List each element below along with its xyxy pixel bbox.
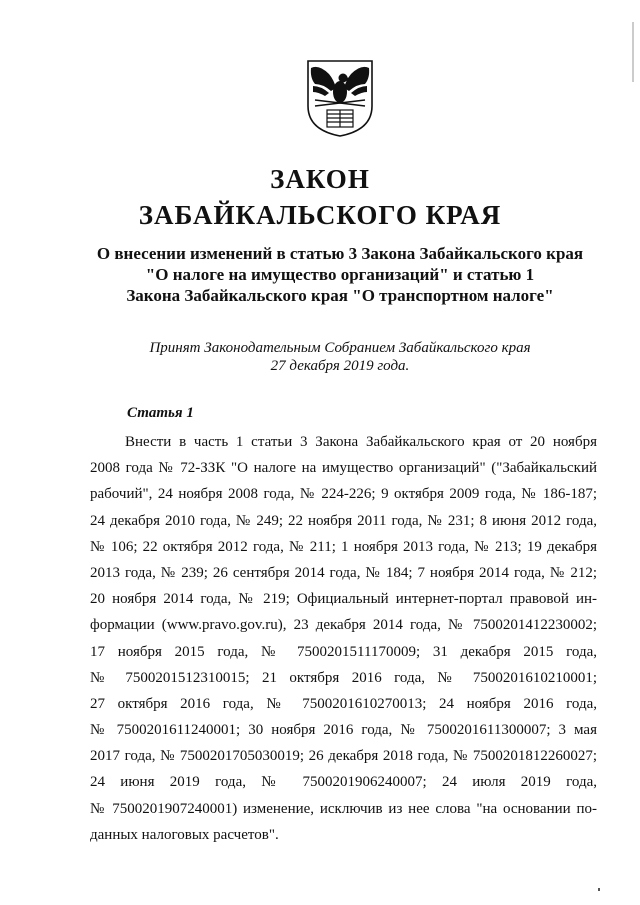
- body-line: 27 октября 2016 года, № 7500201610270013; 24 ноября 2016 года,: [90, 695, 597, 712]
- adoption-date: 27 декабря 2019 года.: [270, 358, 410, 374]
- body-line: 24 июня 2019 года, № 7500201906240007; 24 июля 2019 года,: [90, 774, 597, 791]
- body-line: рабочий", 24 ноября 2008 года, № 224-226; 9 октября 2009 года, № 186-187;: [90, 486, 597, 503]
- law-title: ЗАКОН: [270, 164, 370, 194]
- scan-artifact: [598, 888, 600, 891]
- adoption-note: [40, 339, 640, 375]
- body-line: формации (www.pravo.gov.ru), 23 декабря 2014 года, № 7500201412230002;: [90, 617, 597, 634]
- body-line: 2017 года, № 7500201705030019; 26 декабря 2018 года, № 7500201812260027;: [90, 748, 597, 765]
- adoption-line: Принят Законодательным Собранием Забайкальского края: [149, 340, 531, 356]
- law-region-title: ЗАБАЙКАЛЬСКОГО КРАЯ: [138, 200, 502, 230]
- law-subtitle: [40, 243, 640, 306]
- subtitle-line: Закона Забайкальского края "О транспортном налоге": [126, 286, 554, 305]
- article-body: [90, 429, 597, 848]
- body-line: 24 декабря 2010 года, № 249; 22 ноября 2011 года, № 231; 8 июня 2012 года,: [90, 512, 597, 529]
- body-line: № 7500201907240001) изменение, исключив из нее слова "на основании по-: [90, 800, 597, 817]
- body-line: 17 ноября 2015 года, № 7500201511170009; 31 декабря 2015 года,: [90, 643, 597, 660]
- subtitle-line: О внесении изменений в статью 3 Закона Забайкальского края: [96, 244, 584, 263]
- body-line: № 106; 22 октября 2012 года, № 211; 1 ноября 2013 года, № 213; 19 декабря: [90, 538, 597, 555]
- body-line: № 7500201512310015; 21 октября 2016 года, № 7500201610210001;: [90, 669, 597, 686]
- body-line: данных налоговых расчетов".: [90, 826, 279, 843]
- body-line: 20 ноября 2014 года, № 219; Официальный интернет-портал правовой ин-: [90, 591, 597, 608]
- article-heading: Статья 1: [127, 405, 194, 421]
- body-line: № 7500201611240001; 30 ноября 2016 года, № 7500201611300007; 3 мая: [90, 722, 597, 739]
- body-line: Внести в часть 1 статьи 3 Закона Забайкальского края от 20 ноября: [125, 434, 597, 450]
- scan-edge-mark: [632, 22, 634, 82]
- subtitle-line: "О налоге на имущество организаций" и статью 1: [145, 265, 535, 284]
- coat-of-arms-eagle-icon: [305, 58, 375, 138]
- body-line: 2008 года № 72-ЗЗК "О налоге на имущество организаций" ("Забайкальский: [90, 460, 597, 477]
- body-line: 2013 года, № 239; 26 сентября 2014 года, № 184; 7 ноября 2014 года, № 212;: [90, 564, 597, 581]
